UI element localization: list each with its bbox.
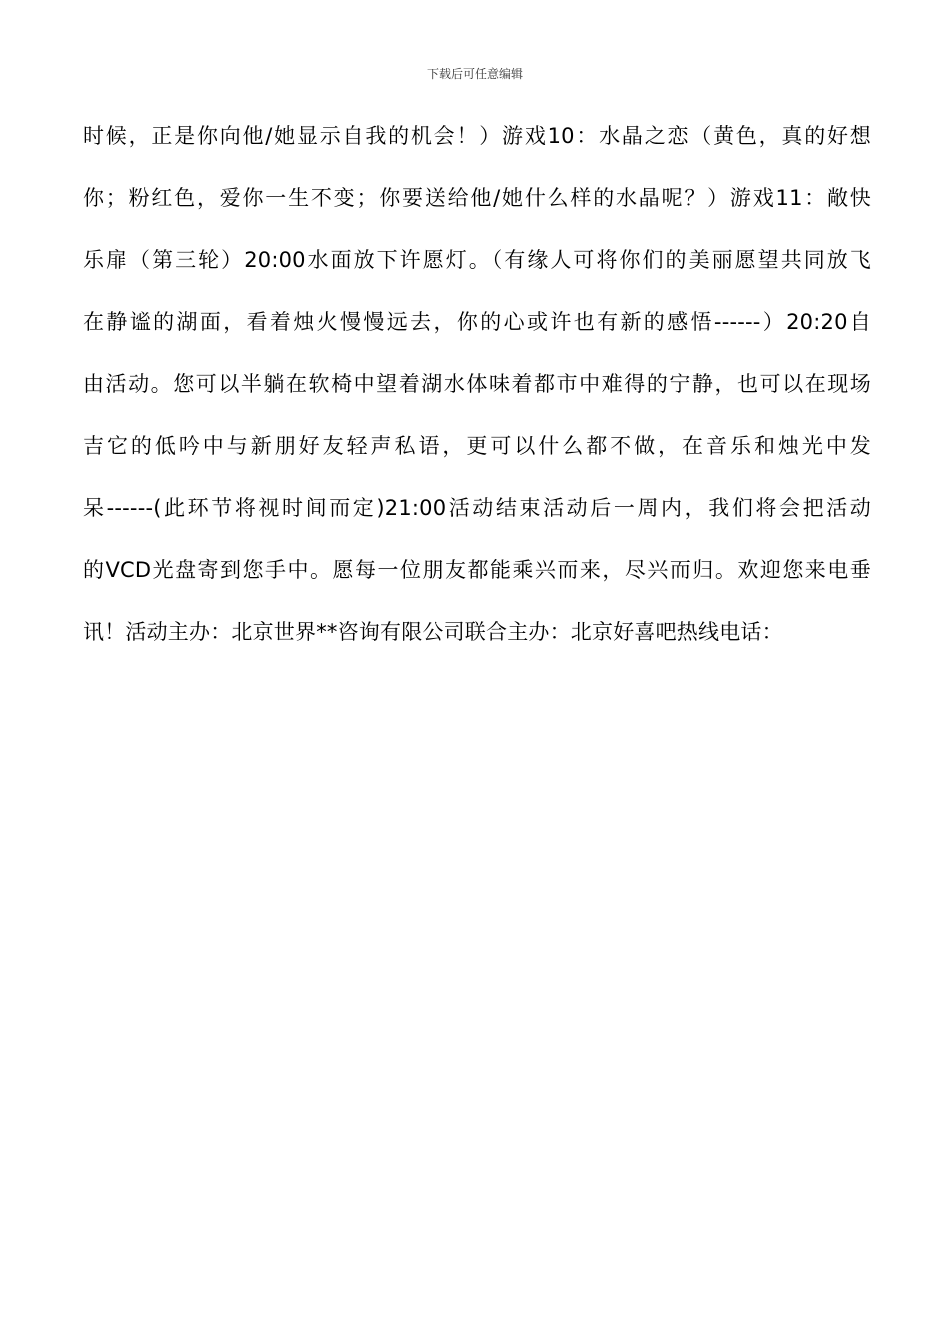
body-line: 乐扉（第三轮）20:00水面放下许愿灯。（有缘人可将你们的美丽愿望共同放飞 xyxy=(83,248,871,272)
document-body xyxy=(83,113,871,671)
body-line: 呆------(此环节将视时间而定)21:00活动结束活动后一周内，我们将会把活动 xyxy=(83,496,871,520)
body-line: 在静谧的湖面，看着烛火慢慢远去，你的心或许也有新的感悟------）20:20自 xyxy=(83,310,871,334)
body-line: 时候，正是你向他/她显示自我的机会！）游戏10：水晶之恋（黄色，真的好想 xyxy=(83,124,871,148)
body-line: 吉它的低吟中与新朋好友轻声私语，更可以什么都不做，在音乐和烛光中发 xyxy=(83,434,871,458)
page-header: 下载后可任意编辑 xyxy=(426,67,523,81)
body-line: 讯！活动主办：北京世界**咨询有限公司联合主办：北京好喜吧热线电话： xyxy=(83,620,783,644)
body-line: 的VCD光盘寄到您手中。愿每一位朋友都能乘兴而来，尽兴而归。欢迎您来电垂 xyxy=(83,558,871,582)
body-line: 由活动。您可以半躺在软椅中望着湖水体味着都市中难得的宁静，也可以在现场 xyxy=(83,372,871,396)
body-line: 你；粉红色，爱你一生不变；你要送给他/她什么样的水晶呢？）游戏11：敞快 xyxy=(83,186,871,210)
